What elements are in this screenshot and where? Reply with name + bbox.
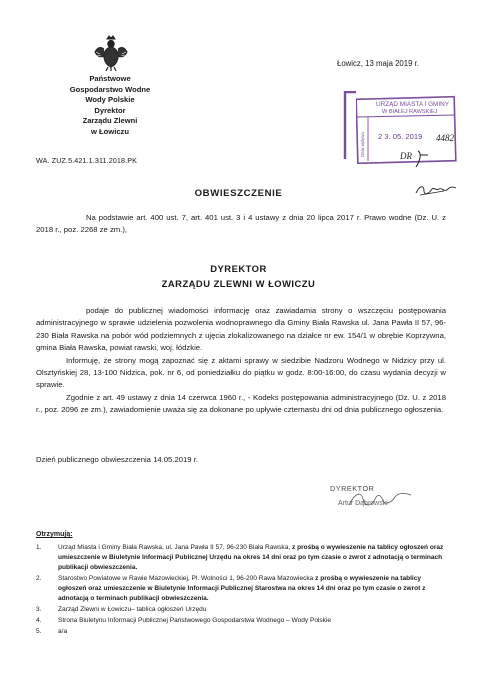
director-signature	[345, 487, 415, 513]
recipient-request: z prośbą o wywieszenie na tablicy ogłoszeń oraz umieszczenie w Biuletynie Informacji Publicznej Urzędu na okres 14 dni oraz po tym czasie o zwrot z adnotacją o terminach publikacji obwieszczenia.	[58, 544, 444, 571]
notice-body	[36, 305, 446, 417]
stamp-line: URZĄD MIASTA I GMINY	[376, 101, 450, 108]
issuer-line: Gospodarstwo Wodne	[69, 84, 151, 94]
signer-name: Artur Dąbrowski	[338, 500, 388, 507]
issuer-line: Państwowe	[89, 74, 131, 83]
recipient-request: z prośbą o wywieszenie na tablicy ogłoszeń oraz umieszczenie w Biuletynie Informacji Publicznej Starostwa na okres 14 dni oraz po tym czasie o zwrot z adnotacją o terminach publikacji obwieszczenia.	[58, 575, 426, 602]
list-item	[36, 574, 451, 604]
registry-stamp	[356, 95, 462, 179]
recipients-list	[36, 543, 451, 638]
list-number: 4.	[36, 617, 42, 624]
body-paragraph: Zgodnie z art. 49 ustawy z dnia 14 czerwca 1960 r., - Kodeks postępowania administracyjnego (Dz. U. z 2018 r., poz. 2096 ze zm.), zawiadomienie uważa się za dokonane po upływie czternastu dni od dnia publicznego ogłoszenia.	[36, 392, 446, 415]
place-date: Łowicz, 13 maja 2019 r.	[337, 59, 419, 68]
list-number: 2.	[36, 575, 42, 582]
recipient-text: a/a	[58, 628, 68, 635]
stamp-date: 2 3. 05. 2019	[378, 132, 423, 141]
list-item	[36, 627, 451, 637]
stamp-corner-mark	[343, 91, 357, 161]
body-paragraph: Informuję, że strony mogą zapoznać się z aktami sprawy w siedzibie Nadzoru Wodnego w Nidzicy przy ul. Olsztyńskiej 28, 13-100 Nidzica, pok. nr 6, od poniedziałku do piątku w godz. 8:00-16:00, do czasu wydania decyzji w sprawie.	[36, 355, 446, 390]
recipient-text: Zarząd Zlewni w Łowiczu– tablica ogłoszeń Urzędu	[58, 606, 207, 613]
recipient-text: Strona Biuletynu Informacji Publicznej Państwowego Gospodarstwa Wodnego – Wody Polskie	[58, 617, 332, 624]
list-number: 3.	[36, 606, 42, 613]
recipient-text: Urząd Miasta i Gminy Biała Rawska, ul. Jana Pawła II 57, 96-230 Biała Rawska,	[58, 544, 292, 551]
recipients-label: Otrzymują:	[36, 531, 73, 538]
legal-basis: Na podstawie art. 400 ust. 7, art. 401 ust. 3 i 4 ustawy z dnia 20 lipca 2017 r. Prawo wodne (Dz. U. z 2018 r., poz. 2268 ze zm.),	[36, 213, 446, 235]
list-item	[36, 616, 451, 626]
recipient-text: Starostwo Powiatowe w Rawie Mazowieckiej, Pl. Wolności 1, 96-200 Rawa Mazowiecka	[58, 575, 316, 582]
list-number: 1.	[36, 544, 42, 551]
director-stamp: DYREKTOR	[330, 484, 375, 493]
list-number: 5.	[36, 628, 42, 635]
authority-subheading: ZARZĄDU ZLEWNI W ŁOWICZU	[161, 278, 316, 289]
issuer-line: Zarządu Zlewni	[82, 116, 138, 126]
issuer-line: Wody Polskie	[85, 95, 135, 105]
authority-heading: DYREKTOR	[210, 263, 267, 274]
issuer-line: Dyrektor	[94, 105, 126, 115]
body-paragraph: podaje do publicznej wiadomości informację oraz zawiadamia strony o wszczęciu postępowania administracyjnego w sprawie udzielenia pozwolenia wodnoprawnego dla Gminy Biała Rawska ul. Jana Pawła II 57, 96-230 Biała Rawska na pobór wód podziemnych z ujęcia zlokalizowanego na działce nr ew. 154/1 w obrębie Koprzywna, gmina Biała Rawska, powiat rawski, woj. łódzkie.	[36, 306, 446, 353]
stamp-side-label: Data wpływu	[360, 132, 365, 157]
issuer-block	[50, 74, 170, 138]
document-title: OBWIESZCZENIE	[194, 188, 283, 199]
publication-date: Dzień publicznego obwieszczenia 14.05.2019 r.	[36, 455, 198, 464]
reference-number: WA. ZUZ.5.421.1.311.2018.PK	[36, 156, 137, 165]
polish-eagle-emblem	[94, 34, 128, 72]
stamp-reg-number: 4482	[436, 133, 454, 143]
list-item	[36, 605, 451, 615]
list-item	[36, 543, 451, 573]
issuer-line: w Łowiczu	[91, 126, 129, 136]
stamp-handwriting: DR	[400, 151, 412, 161]
stamp-line: W BIAŁEJ RAWSKIEJ	[382, 109, 438, 115]
